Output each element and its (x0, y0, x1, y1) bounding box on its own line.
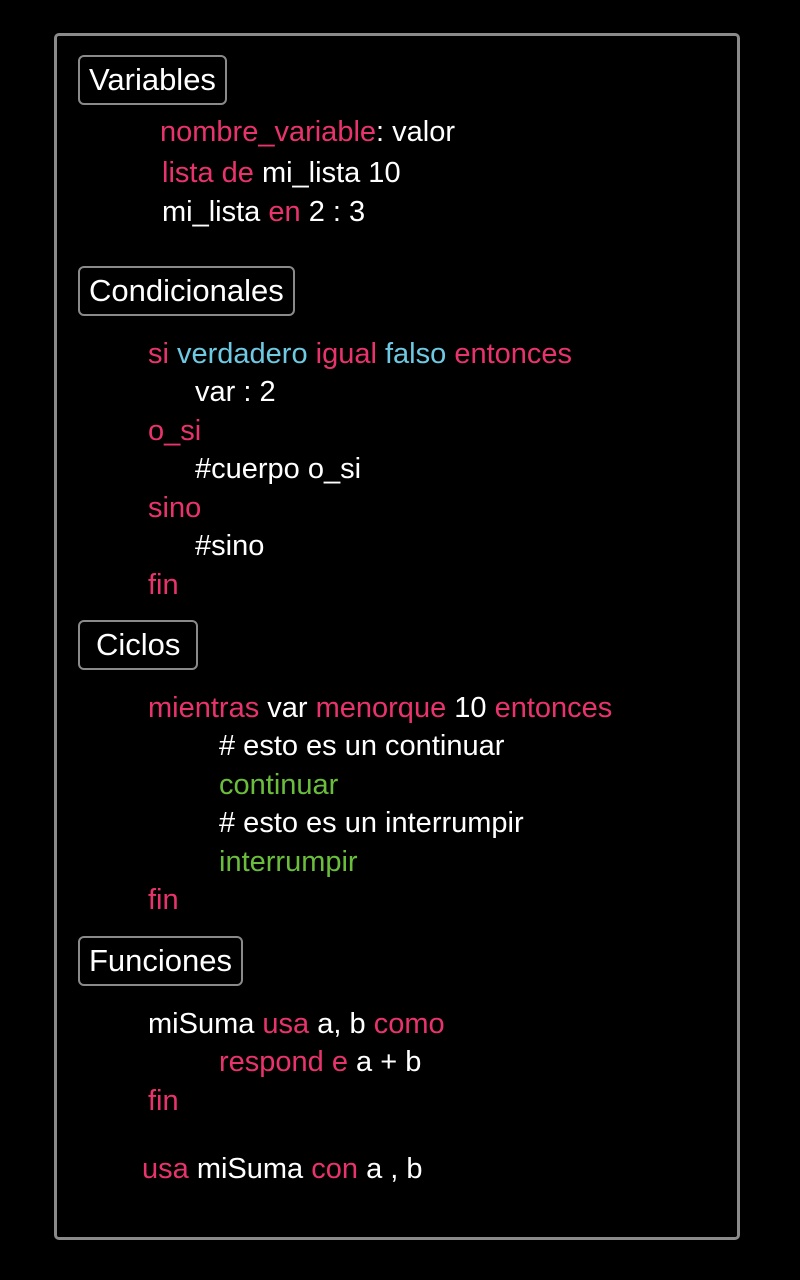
keyword-token: fin (148, 884, 179, 916)
section-title-variables: Variables (78, 55, 227, 105)
keyword-token: entonces (494, 692, 613, 724)
text-token: #cuerpo o_si (195, 453, 362, 485)
code-line (219, 768, 338, 802)
keyword-token: o_si (148, 415, 202, 447)
code-line (160, 115, 455, 149)
text-token: var (267, 692, 316, 724)
code-line (148, 568, 179, 602)
keyword-token: igual (315, 338, 385, 370)
keyword-token: en (268, 196, 309, 228)
keyword-token: sino (148, 492, 202, 524)
keyword-token: con (311, 1153, 367, 1185)
code-line (148, 1007, 445, 1041)
text-token: a, b (317, 1008, 374, 1040)
code-line (195, 529, 264, 563)
code-line (148, 1084, 179, 1118)
text-token: #sino (195, 530, 265, 562)
literal-token: falso (384, 338, 455, 370)
code-line (195, 452, 361, 486)
code-line (219, 806, 524, 840)
text-token: mi_lista (162, 196, 269, 228)
text-token: : valor (376, 116, 455, 148)
code-line (148, 337, 572, 371)
code-line (219, 729, 504, 763)
keyword-token: si (148, 338, 177, 370)
text-token: a , b (366, 1153, 423, 1185)
text-token: # esto es un interrumpir (219, 807, 524, 839)
section-title-conditionals: Condicionales (78, 266, 295, 316)
text-token: mi_lista 10 (261, 157, 401, 189)
code-line (148, 691, 612, 725)
text-token: miSuma (148, 1008, 263, 1040)
section-title-loops: Ciclos (78, 620, 198, 670)
keyword-token: fin (148, 1085, 179, 1117)
code-line (148, 414, 201, 448)
code-line (148, 883, 179, 917)
keyword-token: usa (142, 1153, 197, 1185)
code-line (219, 1045, 421, 1079)
keyword-token: respond e (219, 1046, 357, 1078)
keyword-token: entonces (454, 338, 573, 370)
text-token: 2 : 3 (308, 196, 366, 228)
text-token: a + b (356, 1046, 422, 1078)
loop-control-token: continuar (219, 769, 339, 801)
text-token: # esto es un continuar (219, 730, 505, 762)
section-title-functions: Funciones (78, 936, 243, 986)
keyword-token: menorque (315, 692, 455, 724)
keyword-token: fin (148, 569, 179, 601)
code-line (162, 195, 365, 229)
keyword-token: mientras (148, 692, 268, 724)
keyword-token: como (373, 1008, 445, 1040)
keyword-token: lista de (162, 157, 262, 189)
loop-control-token: interrumpir (219, 846, 358, 878)
keyword-token: usa (262, 1008, 318, 1040)
code-line (148, 491, 201, 525)
text-token: 10 (454, 692, 495, 724)
code-line (162, 156, 401, 190)
keyword-token: nombre_variable (160, 116, 377, 148)
text-token: miSuma (196, 1153, 312, 1185)
text-token: var : 2 (195, 376, 276, 408)
code-line (142, 1152, 423, 1186)
literal-token: verdadero (177, 338, 316, 370)
code-line (219, 845, 358, 879)
code-line (195, 375, 276, 409)
